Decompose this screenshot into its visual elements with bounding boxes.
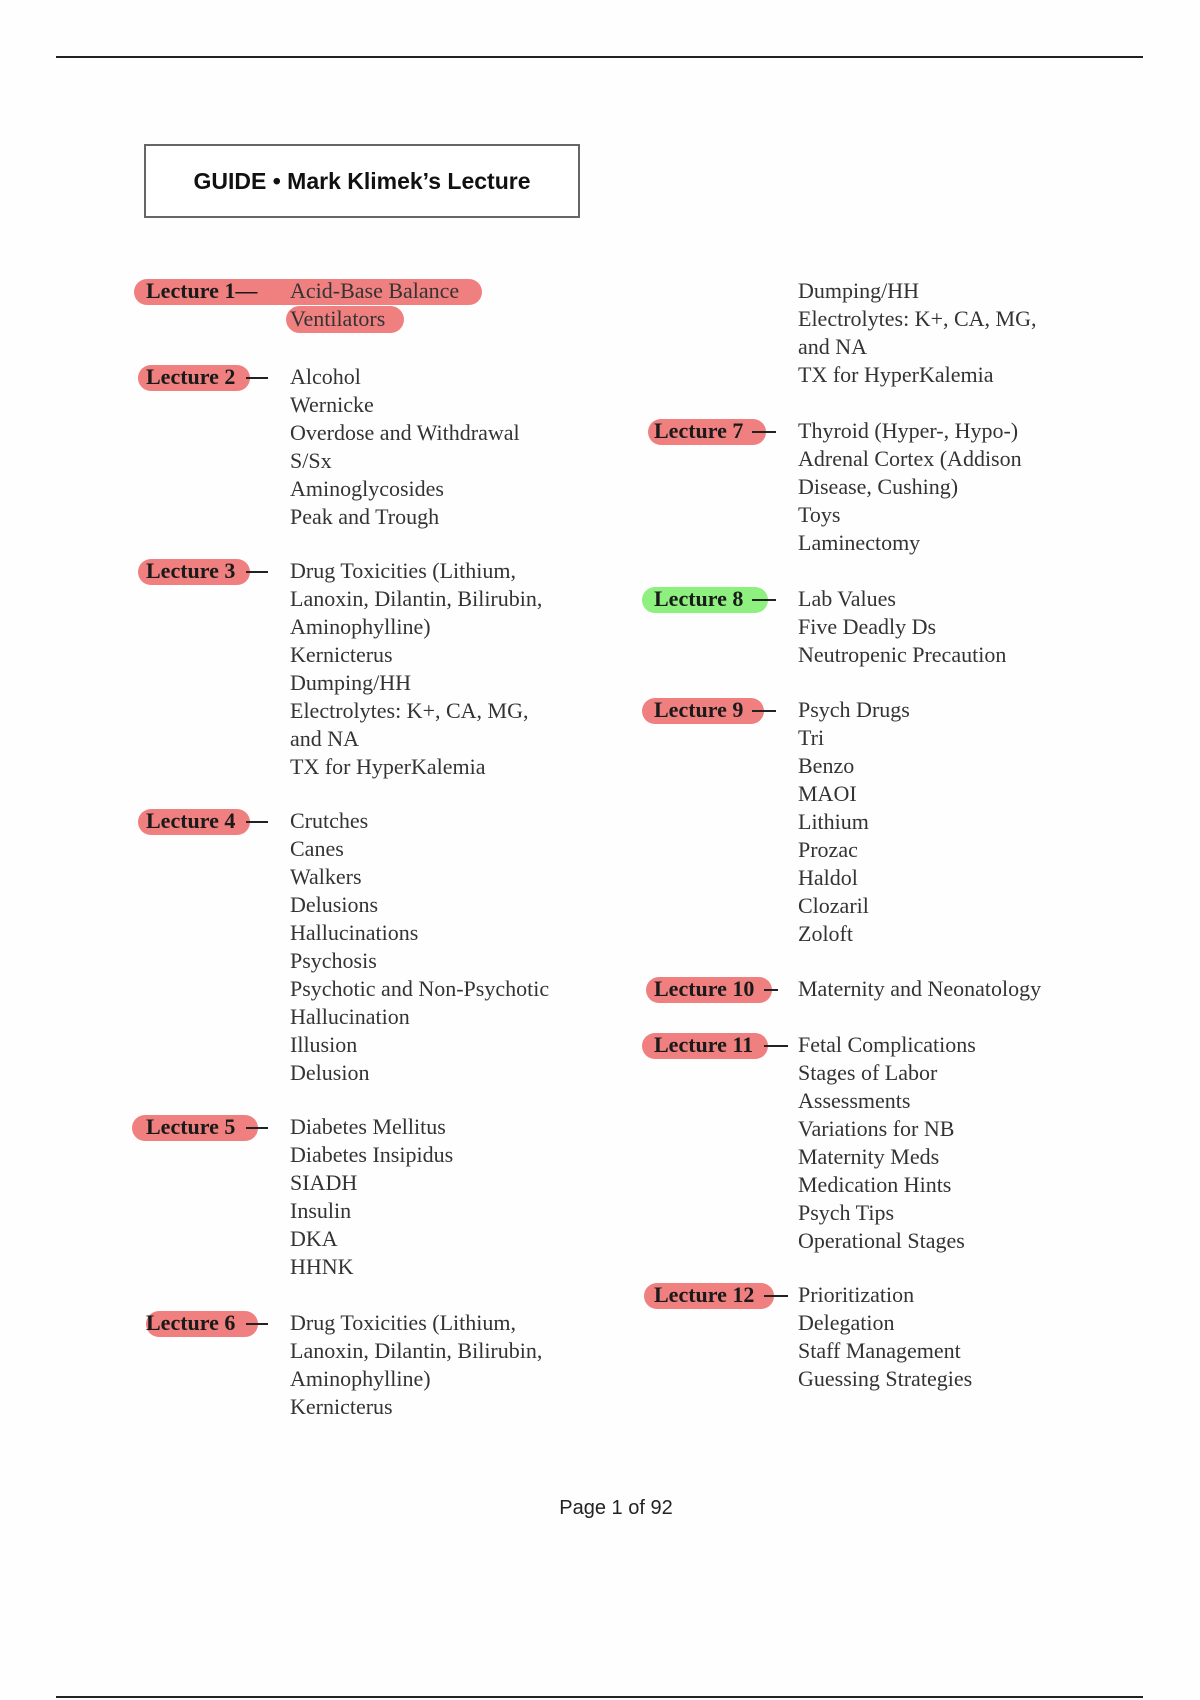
- topic-item: Canes: [290, 836, 344, 861]
- topic-item: Electrolytes: K+, CA, MG,: [290, 698, 529, 723]
- lecture-1-label: Lecture 1—: [146, 278, 258, 303]
- lecture-2-topics: [290, 363, 520, 531]
- topic-item: Zoloft: [798, 921, 853, 946]
- topic-item: Assessments: [798, 1088, 911, 1113]
- topic-item: Prioritization: [798, 1282, 915, 1307]
- topic-item: Benzo: [798, 753, 855, 778]
- lecture-8-dash: [752, 599, 776, 601]
- topic-item: Staff Management: [798, 1338, 961, 1363]
- lecture-5-label: Lecture 5: [146, 1114, 236, 1139]
- lecture-3-topics: [290, 557, 542, 781]
- topic-item: TX for HyperKalemia: [290, 754, 486, 779]
- topic-item: Acid-Base Balance: [290, 278, 460, 303]
- topic-item: Clozaril: [798, 893, 869, 918]
- lecture-10-topics: [798, 975, 1041, 1003]
- topic-item: Crutches: [290, 808, 369, 833]
- topic-item: S/Sx: [290, 448, 332, 473]
- bottom-rule: [56, 1696, 1143, 1698]
- lecture-9-dash: [752, 710, 776, 712]
- lecture-11-dash: [764, 1045, 788, 1047]
- topic-item: Illusion: [290, 1032, 358, 1057]
- topic-item: Kernicterus: [290, 642, 393, 667]
- lecture-11-topics: [798, 1031, 976, 1255]
- topic-item: Medication Hints: [798, 1172, 952, 1197]
- lecture-2-label: Lecture 2: [146, 364, 236, 389]
- topic-item: Psychosis: [290, 948, 377, 973]
- topic-item: and NA: [798, 334, 868, 359]
- topic-item: Hallucination: [290, 1004, 410, 1029]
- topic-item: Lanoxin, Dilantin, Bilirubin,: [290, 586, 543, 611]
- lecture-11-label: Lecture 11: [654, 1032, 754, 1057]
- lecture-3-label: Lecture 3: [146, 558, 236, 583]
- lecture-4-topics: [290, 807, 549, 1087]
- topic-item: Tri: [798, 725, 825, 750]
- topic-item: Dumping/HH: [290, 670, 411, 695]
- topic-item: Toys: [798, 502, 841, 527]
- lecture-3-dash: [246, 571, 268, 573]
- topic-item: Haldol: [798, 865, 858, 890]
- lecture-4-label: Lecture 4: [146, 808, 236, 833]
- topic-item: MAOI: [798, 781, 857, 806]
- topic-item: SIADH: [290, 1170, 358, 1195]
- topic-item: Electrolytes: K+, CA, MG,: [798, 306, 1037, 331]
- topic-item: Delegation: [798, 1310, 895, 1335]
- topic-item: Insulin: [290, 1198, 352, 1223]
- lecture-6-continued-topics: [798, 277, 1037, 389]
- lecture-2-dash: [246, 377, 268, 379]
- lecture-10-dash: [764, 989, 778, 991]
- topic-item: Neutropenic Precaution: [798, 642, 1007, 667]
- topic-item: Adrenal Cortex (Addison: [798, 446, 1022, 471]
- topic-item: and NA: [290, 726, 360, 751]
- lecture-7-dash: [752, 431, 776, 433]
- lecture-9-label: Lecture 9: [654, 697, 744, 722]
- topic-item: Prozac: [798, 837, 858, 862]
- topic-item: Fetal Complications: [798, 1032, 976, 1057]
- topic-item: Diabetes Insipidus: [290, 1142, 454, 1167]
- topic-item: Variations for NB: [798, 1116, 955, 1141]
- topic-item: Disease, Cushing): [798, 474, 959, 499]
- topic-item: Maternity Meds: [798, 1144, 940, 1169]
- topic-item: Guessing Strategies: [798, 1366, 973, 1391]
- top-rule: [56, 56, 1143, 58]
- topic-item: Overdose and Withdrawal: [290, 420, 520, 445]
- topic-item: Psychotic and Non-Psychotic: [290, 976, 550, 1001]
- topic-item: Operational Stages: [798, 1228, 965, 1253]
- topic-item: Dumping/HH: [798, 278, 919, 303]
- topic-item: Aminophylline): [290, 1366, 431, 1391]
- topic-item: Delusion: [290, 1060, 370, 1085]
- topic-item: Peak and Trough: [290, 504, 440, 529]
- lecture-9-topics: [798, 696, 910, 948]
- lecture-5-dash: [246, 1127, 268, 1129]
- topic-item: Drug Toxicities (Lithium,: [290, 558, 516, 583]
- lecture-4-dash: [246, 821, 268, 823]
- topic-item: Hallucinations: [290, 920, 419, 945]
- topic-item: Stages of Labor: [798, 1060, 938, 1085]
- topic-item: Ventilators: [290, 306, 386, 331]
- lecture-5-topics: [290, 1113, 453, 1281]
- topic-item: Lanoxin, Dilantin, Bilirubin,: [290, 1338, 543, 1363]
- lecture-12-label: Lecture 12: [654, 1282, 755, 1307]
- topic-item: DKA: [290, 1226, 338, 1251]
- topic-item: Lab Values: [798, 586, 896, 611]
- lecture-12-dash: [764, 1295, 788, 1297]
- topic-item: Diabetes Mellitus: [290, 1114, 446, 1139]
- topic-item: HHNK: [290, 1254, 354, 1279]
- topic-item: Laminectomy: [798, 530, 921, 555]
- guide-title: GUIDE • Mark Klimek’s Lecture: [193, 167, 531, 194]
- topic-item: Alcohol: [290, 364, 361, 389]
- topic-item: Walkers: [290, 864, 362, 889]
- lecture-8-topics: [798, 585, 1006, 669]
- lecture-6-topics: [290, 1309, 542, 1421]
- lecture-10-label: Lecture 10: [654, 976, 755, 1001]
- lecture-7-label: Lecture 7: [654, 418, 744, 443]
- guide-title-box: [144, 144, 580, 218]
- lecture-6-label: Lecture 6: [146, 1310, 236, 1335]
- lecture-12-topics: [798, 1281, 972, 1393]
- topic-item: Lithium: [798, 809, 869, 834]
- lecture-8-label: Lecture 8: [654, 586, 744, 611]
- topic-item: Aminoglycosides: [290, 476, 444, 501]
- topic-item: Five Deadly Ds: [798, 614, 937, 639]
- topic-item: Kernicterus: [290, 1394, 393, 1419]
- topic-item: Delusions: [290, 892, 378, 917]
- lecture-6-dash: [246, 1323, 268, 1325]
- topic-item: Aminophylline): [290, 614, 431, 639]
- lecture-7-topics: [798, 417, 1022, 557]
- topic-item: Maternity and Neonatology: [798, 976, 1042, 1001]
- topic-item: Thyroid (Hyper-, Hypo-): [798, 418, 1019, 443]
- page-number: Page 1 of 92: [559, 1497, 673, 1519]
- lecture-1-topics: [290, 277, 459, 333]
- topic-item: Psych Tips: [798, 1200, 895, 1225]
- topic-item: TX for HyperKalemia: [798, 362, 994, 387]
- topic-item: Psych Drugs: [798, 697, 910, 722]
- topic-item: Wernicke: [290, 392, 374, 417]
- topic-item: Drug Toxicities (Lithium,: [290, 1310, 516, 1335]
